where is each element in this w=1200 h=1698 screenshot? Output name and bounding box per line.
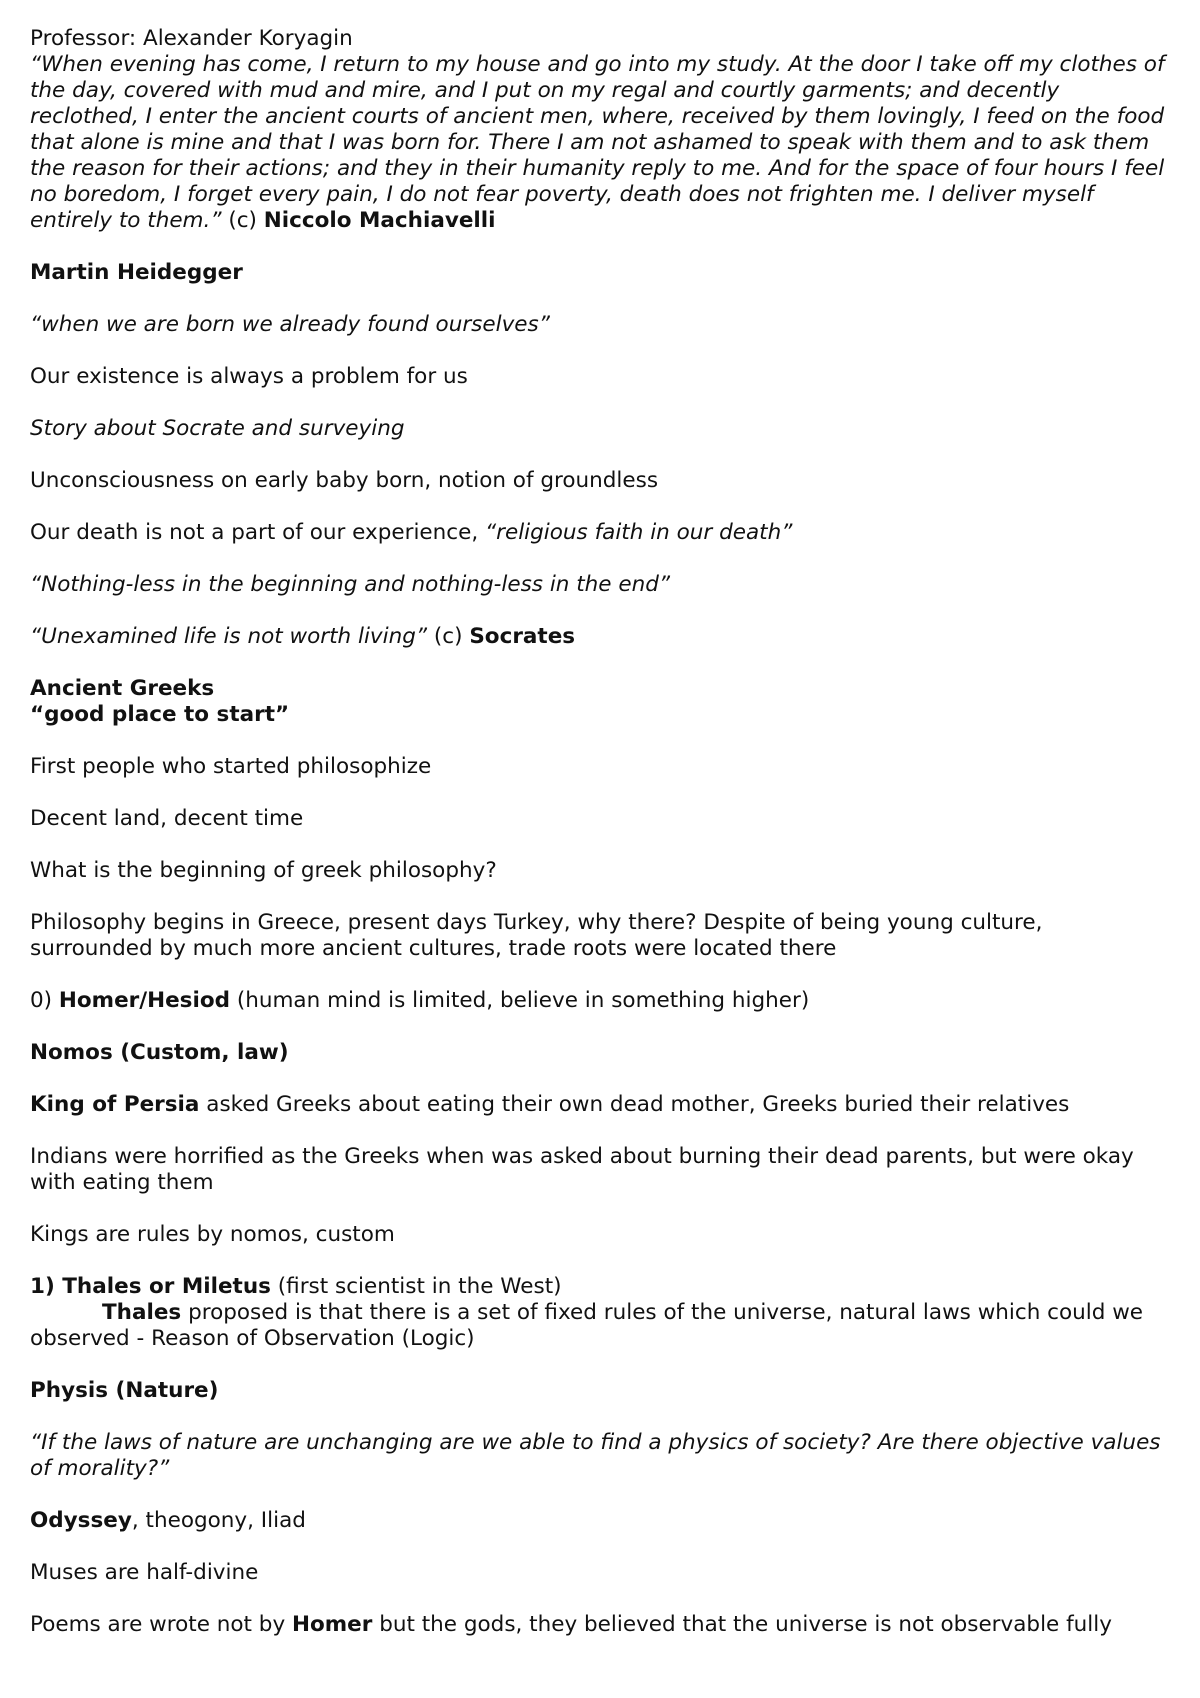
machiavelli-quote-paragraph	[30, 52, 1170, 234]
socrates-quote-line: “Unexamined life is not worth living” (c) Socrates	[30, 624, 576, 649]
philosophy-begins-paragraph: Philosophy begins in Greece, present days Turkey, why there? Despite of being young culture, surrounded by much more ancient cultures, trade roots were located there	[30, 910, 1043, 961]
thales-heading-line: 1) Thales or Miletus (first scientist in the West)	[30, 1274, 562, 1299]
nomos-heading: Nomos (Custom, law)	[30, 1040, 289, 1065]
born-quote: “when we are born we already found ourselves”	[30, 312, 550, 337]
king-persia-line: King of Persia asked Greeks about eating their own dead mother, Greeks buried their relatives	[30, 1092, 1070, 1117]
thales-paragraph: Thales proposed is that there is a set of fixed rules of the universe, natural laws which could we observed - Reason of Observation (Logic)	[30, 1300, 1144, 1351]
physis-quote: “If the laws of nature are unchanging are we able to find a physics of society? Are there objective values of morality?”	[30, 1430, 1161, 1481]
greeks-heading-block	[30, 676, 1170, 728]
credit-mark: (c)	[221, 208, 264, 233]
king-persia: King of Persia	[30, 1092, 200, 1117]
homer-name: Homer/Hesiod	[58, 988, 231, 1013]
socrates-quote: “Unexamined life is not worth living”	[30, 624, 428, 649]
greeks-heading: Ancient Greeks	[30, 676, 215, 701]
death-line: Our death is not a part of our experience, “religious faith in our death”	[30, 520, 793, 545]
decent-line: Decent land, decent time	[30, 806, 304, 831]
thales-name: Thales	[102, 1300, 182, 1325]
thales-heading: 1) Thales or Miletus	[30, 1274, 271, 1299]
socrates-author: Socrates	[469, 624, 576, 649]
homer-line: 0) Homer/Hesiod (human mind is limited, believe in something higher)	[30, 988, 810, 1013]
thales-block	[30, 1274, 1170, 1352]
death-quote: “religious faith in our death”	[485, 520, 793, 545]
heidegger-heading: Martin Heidegger	[30, 260, 243, 285]
homer-bold: Homer	[292, 1612, 373, 1637]
poems-line: Poems are wrote not by Homer but the gods, they believed that the universe is not observable fully	[30, 1612, 1112, 1637]
machiavelli-quote: “When evening has come, I return to my house and go into my study. At the door I take off my clothes of the day, covered with mud and mire, and I put on my regal and courtly garments; and decently reclothed, I enter the ancient courts of ancient men, where, received by them lovingly, I feed on the food that alone is mine and that I was born for. There I am not ashamed to speak with them and to ask them the reason for their actions; and they in their humanity reply to me. And for the space of four hours I feel no boredom, I forget every pain, I do not fear poverty, death does not frighten me. I deliver myself entirely to them.”	[30, 52, 1165, 233]
greeks-subheading: “good place to start”	[30, 702, 290, 727]
professor-line: Professor: Alexander Koryagin	[30, 26, 353, 51]
beginning-question: What is the beginning of greek philosophy?	[30, 858, 497, 883]
machiavelli-author: Niccolo Machiavelli	[263, 208, 496, 233]
story-line: Story about Socrate and surveying	[30, 416, 405, 441]
unconscious-line: Unconsciousness on early baby born, notion of groundless	[30, 468, 659, 493]
first-people-line: First people who started philosophize	[30, 754, 432, 779]
intro-block	[30, 26, 1170, 234]
odyssey-title: Odyssey	[30, 1508, 132, 1533]
kings-rules-line: Kings are rules by nomos, custom	[30, 1222, 395, 1247]
odyssey-line: Odyssey, theogony, Iliad	[30, 1508, 306, 1533]
indians-paragraph: Indians were horrified as the Greeks when was asked about burning their dead parents, but were okay with eating them	[30, 1144, 1134, 1195]
existence-line: Our existence is always a problem for us	[30, 364, 468, 389]
nothing-less-quote: “Nothing-less in the beginning and nothing-less in the end”	[30, 572, 671, 597]
muses-line: Muses are half-divine	[30, 1560, 259, 1585]
physis-heading: Physis (Nature)	[30, 1378, 219, 1403]
